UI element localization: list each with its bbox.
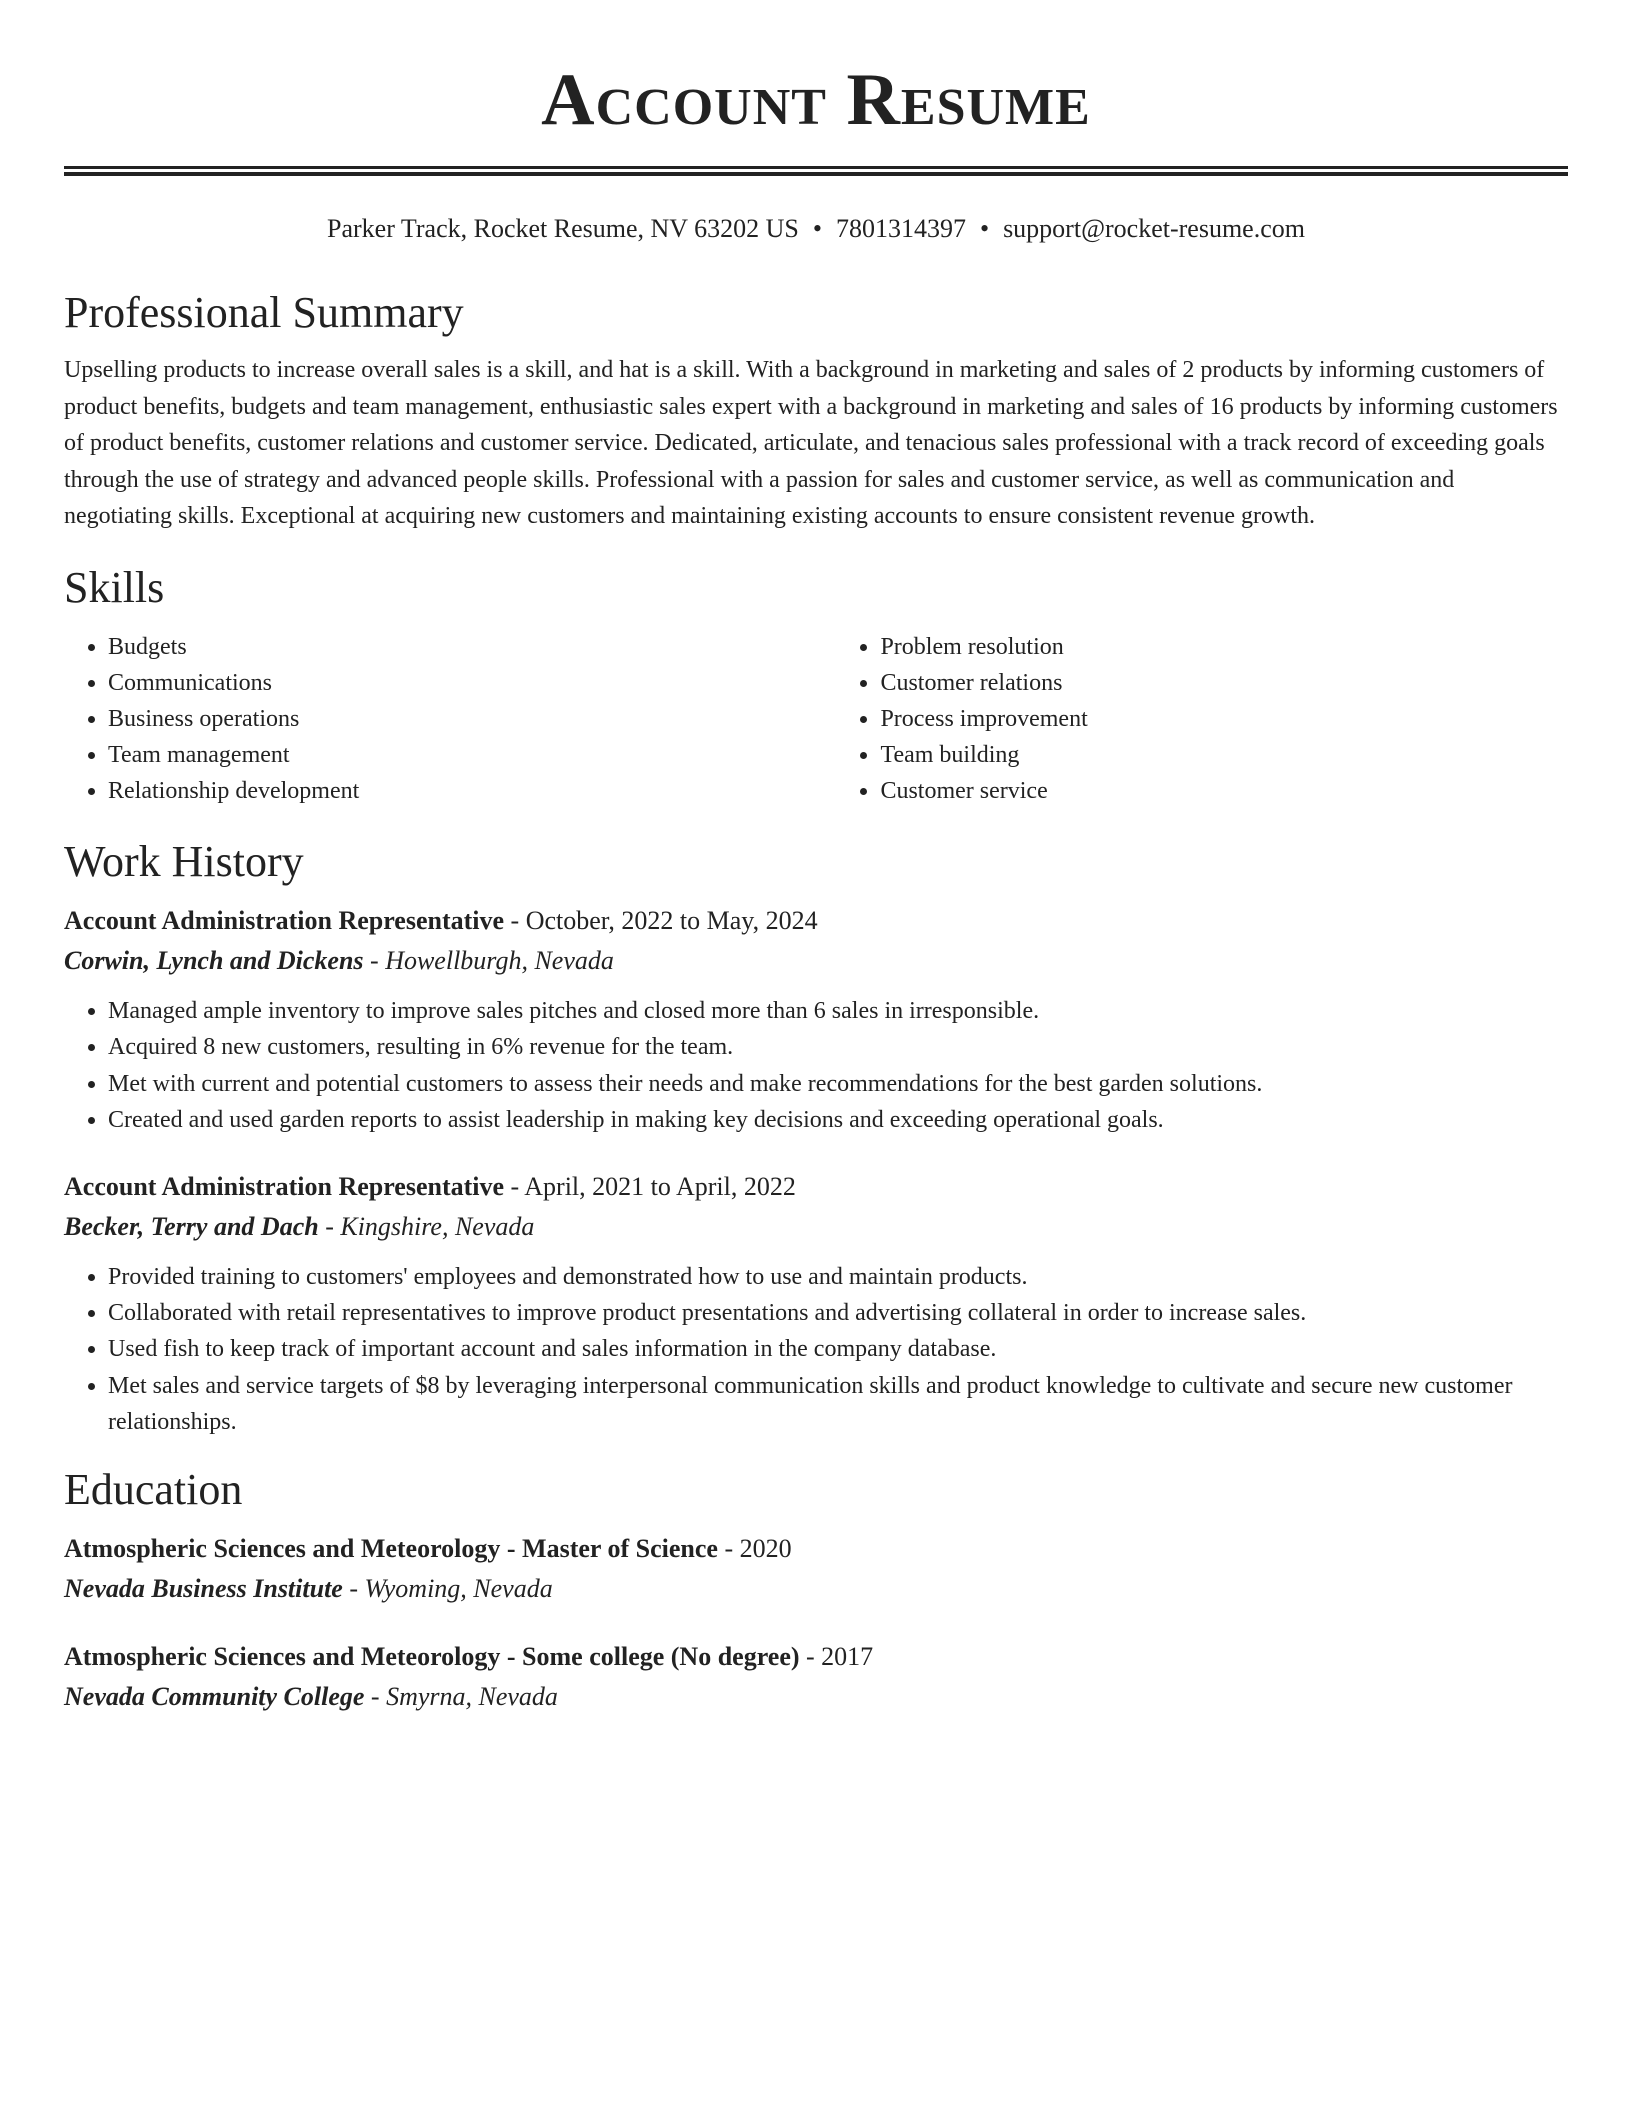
school-name: Nevada Community College — [64, 1681, 365, 1711]
education-entry — [64, 1531, 1568, 1607]
job-company-line — [64, 1209, 1568, 1245]
job-entry — [64, 903, 1568, 1139]
job-title: Account Administration Representative — [64, 1171, 505, 1201]
skill-item: • Relationship development — [108, 773, 776, 809]
resume-page — [64, 0, 1568, 1715]
skill-item: • Business operations — [108, 701, 776, 737]
degree-line — [64, 1639, 1568, 1675]
skill-item: • Customer relations — [880, 665, 1568, 701]
job-duty: • Met with current and potential customers to assess their needs and make recommendations for the best garden solutions. — [108, 1066, 1568, 1102]
contact-separator: • — [812, 214, 822, 243]
graduation-year: - 2017 — [806, 1641, 874, 1671]
job-duty: • Collaborated with retail representatives to improve product presentations and advertising collateral in order to increase sales. — [108, 1295, 1568, 1331]
job-duties — [64, 1259, 1568, 1441]
job-title-line — [64, 1169, 1568, 1205]
skill-item: • Problem resolution — [880, 629, 1568, 665]
school-location: - Smyrna, Nevada — [370, 1681, 558, 1711]
job-duty: • Created and used garden reports to assist leadership in making key decisions and exceeding operational goals. — [108, 1102, 1568, 1138]
title-divider — [64, 166, 1568, 176]
job-duty: • Acquired 8 new customers, resulting in 6% revenue for the team. — [108, 1029, 1568, 1065]
contact-phone: 7801314397 — [835, 214, 966, 243]
contact-separator: • — [979, 214, 990, 243]
job-dates: - October, 2022 to May, 2024 — [510, 905, 818, 935]
job-company-line — [64, 943, 1568, 979]
contact-line — [64, 212, 1568, 246]
skill-item: • Customer service — [880, 773, 1568, 809]
skills-list — [64, 629, 1568, 809]
summary-heading: Professional Summary — [64, 288, 464, 337]
skill-item: • Budgets — [108, 629, 776, 665]
skills-column-right — [776, 629, 1568, 809]
skills-heading: Skills — [64, 562, 165, 612]
job-duty: • Used fish to keep track of important account and sales information in the company database. — [108, 1331, 1568, 1367]
school-name: Nevada Business Institute — [64, 1573, 343, 1603]
job-entry — [64, 1169, 1568, 1441]
degree: Atmospheric Sciences and Meteorology - Some college (No degree) — [64, 1641, 800, 1671]
job-location: - Kingshire, Nevada — [325, 1211, 535, 1241]
school-location: - Wyoming, Nevada — [349, 1573, 553, 1603]
job-title: Account Administration Representative — [64, 905, 505, 935]
job-title-line — [64, 903, 1568, 939]
contact-email: support@rocket-resume.com — [1003, 214, 1305, 243]
job-dates: - April, 2021 to April, 2022 — [510, 1171, 796, 1201]
graduation-year: - 2020 — [724, 1533, 792, 1563]
skill-item: • Process improvement — [880, 701, 1568, 737]
job-company: Becker, Terry and Dach — [64, 1211, 319, 1241]
contact-address: Parker Track, Rocket Resume, NV 63202 US — [327, 214, 799, 243]
school-line — [64, 1571, 1568, 1607]
resume-title: Account Resume — [541, 59, 1091, 141]
work-history-heading: Work History — [64, 836, 304, 886]
degree-line — [64, 1531, 1568, 1567]
job-duty: • Managed ample inventory to improve sales pitches and closed more than 6 sales in irresponsible. — [108, 993, 1568, 1029]
job-company: Corwin, Lynch and Dickens — [64, 945, 364, 975]
job-location: - Howellburgh, Nevada — [370, 945, 614, 975]
school-line — [64, 1679, 1568, 1715]
job-duty: • Met sales and service targets of $8 by leveraging interpersonal communication skills and product knowledge to cultivate and secure new customer relationships. — [108, 1368, 1568, 1441]
summary-text: Upselling products to increase overall sales is a skill, and hat is a skill. With a background in marketing and sales of 2 products by informing customers of product benefits, budgets and team management, enthusiastic sales expert with a background in marketing and sales of 16 products by informing customers of product benefits, customer relations and customer service. Dedicated, articulate, and tenacious sales professional with a track record of exceeding goals through the use of strategy and advanced people skills. Professional with a passion for sales and customer service, as well as communication and negotiating skills. Exceptional at acquiring new customers and maintaining existing accounts to ensure consistent revenue growth. — [64, 357, 1558, 530]
job-duty: • Provided training to customers' employees and demonstrated how to use and maintain products. — [108, 1259, 1568, 1295]
job-duties — [64, 993, 1568, 1139]
education-entry — [64, 1639, 1568, 1715]
skill-item: • Team building — [880, 737, 1568, 773]
skills-column-left — [64, 629, 776, 809]
skill-item: • Team management — [108, 737, 776, 773]
degree: Atmospheric Sciences and Meteorology - Master of Science — [64, 1533, 718, 1563]
education-heading: Education — [64, 1464, 243, 1514]
skill-item: • Communications — [108, 665, 776, 701]
